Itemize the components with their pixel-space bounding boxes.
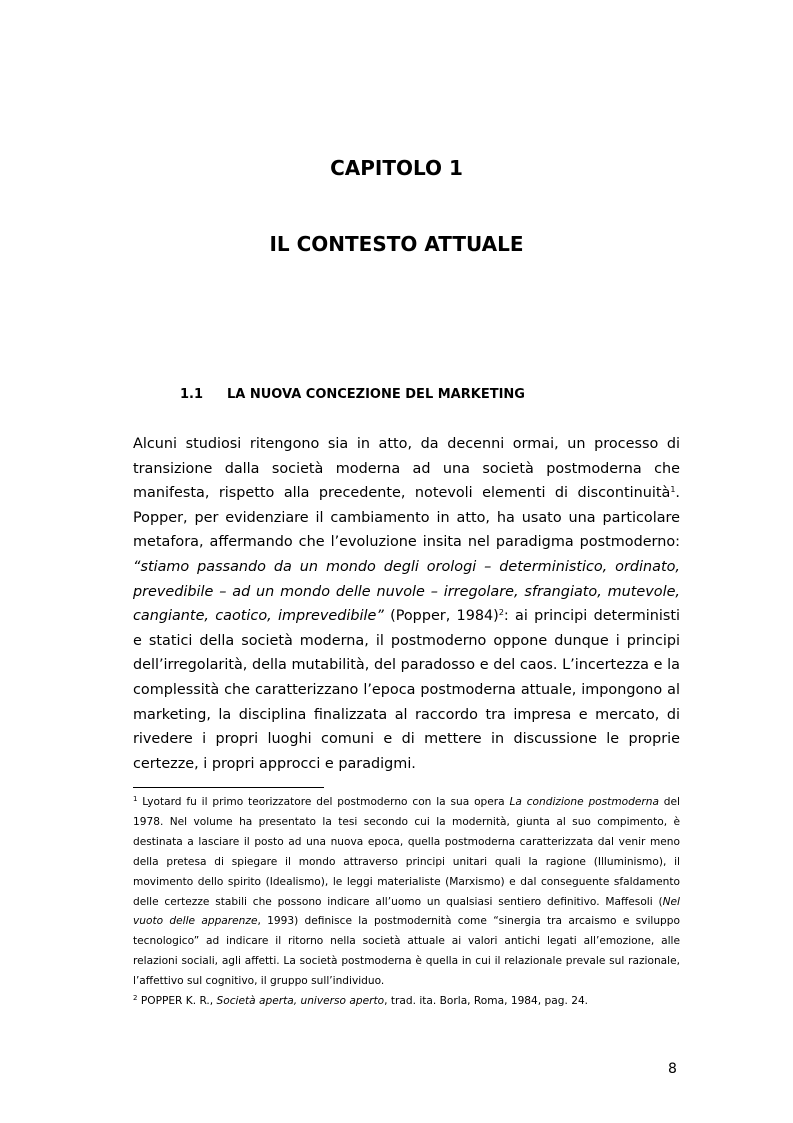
text-run: , trad. ita. Borla, Roma, 1984, pag. 24.	[384, 995, 589, 1008]
section-title: LA NUOVA CONCEZIONE DEL MARKETING	[227, 387, 525, 402]
chapter-number: CAPITOLO 1	[330, 156, 463, 180]
footnote-1	[133, 793, 680, 992]
popper-quote: “stiamo passando da un mondo degli orologi – deterministico, ordinato, prevedibile – ad un mondo delle nuvole – irregolare, sfrangiato, mutevole, cangiante, caotico, imprevedibile”	[133, 558, 680, 625]
book-title: Nel vuoto delle apparenze	[133, 895, 680, 928]
page-number: 8	[668, 1061, 677, 1077]
book-title: La condizione postmoderna	[509, 796, 659, 808]
footnotes	[133, 793, 680, 1012]
body-text	[133, 432, 680, 776]
text-run: , 1993) definisce la postmodernità come “sinergia tra arcaismo e sviluppo tecnologico” ad indicare il ritorno nella società attuale ai valori antichi legati all’emozione, alle relazioni sociali, agli affetti. La società postmoderna è quella in cui il relazionale prevale sul razionale, l’affettivo sul cognitivo, il gruppo sull’individuo.	[133, 915, 680, 988]
text-run: POPPER K. R.,	[137, 995, 217, 1008]
book-title: Società aperta, universo aperto	[216, 995, 385, 1008]
chapter-title: IL CONTESTO ATTUALE	[269, 232, 524, 256]
text-run: . Popper, per evidenziare il cambiamento in atto, ha usato una particolare metafora, affermando che l’evoluzione insita nel paradigma postmoderno:	[133, 485, 680, 551]
footnote-ref-1: 1	[670, 485, 676, 495]
text-run: Lyotard fu il primo teorizzatore del postmoderno con la sua opera	[137, 796, 510, 808]
text-run: (Popper, 1984)	[383, 608, 499, 625]
text-run: : ai principi deterministi e statici della società moderna, il postmoderno oppone dunque i principi dell’irregolarità, della mutabilità, del paradosso e del caos. L’incertezza e la complessità che caratterizzano l’epoca postmoderna attuale, impongono al marketing, la disciplina finalizzata al raccordo tra impresa e mercato, di rivedere i propri luoghi comuni e di mettere in discussione le proprie certezze, i propri approcci e paradigmi.	[133, 608, 680, 772]
footnote-marker: 1	[133, 795, 138, 803]
footnote-separator	[133, 787, 324, 788]
paragraph	[133, 432, 680, 776]
footnote-2	[133, 992, 680, 1012]
section-number: 1.1	[180, 387, 204, 402]
text-run: del 1978. Nel volume ha presentato la tesi secondo cui la modernità, giunta al suo compimento, è destinata a lasciare il posto ad una nuova epoca, quella postmoderna caratterizzata dal venir meno della pretesa di spiegare il mondo attraverso principi unitari quali la ragione (Illuminismo), il movimento dello spirito (Idealismo), le leggi materialiste (Marxismo) e dal conseguente sfaldamento delle certezze stabili che possono indicare all’uomo un qualsiasi sentiero definitivo. Maffesoli (	[133, 796, 680, 908]
footnote-marker: 2	[133, 994, 138, 1003]
footnote-ref-2: 2	[498, 608, 504, 618]
text-run: Alcuni studiosi ritengono sia in atto, da decenni ormai, un processo di transizione dalla società moderna ad una società postmoderna che manifesta, rispetto alla precedente, notevoli elementi di discontinuità	[133, 436, 680, 502]
section-heading	[180, 386, 525, 404]
